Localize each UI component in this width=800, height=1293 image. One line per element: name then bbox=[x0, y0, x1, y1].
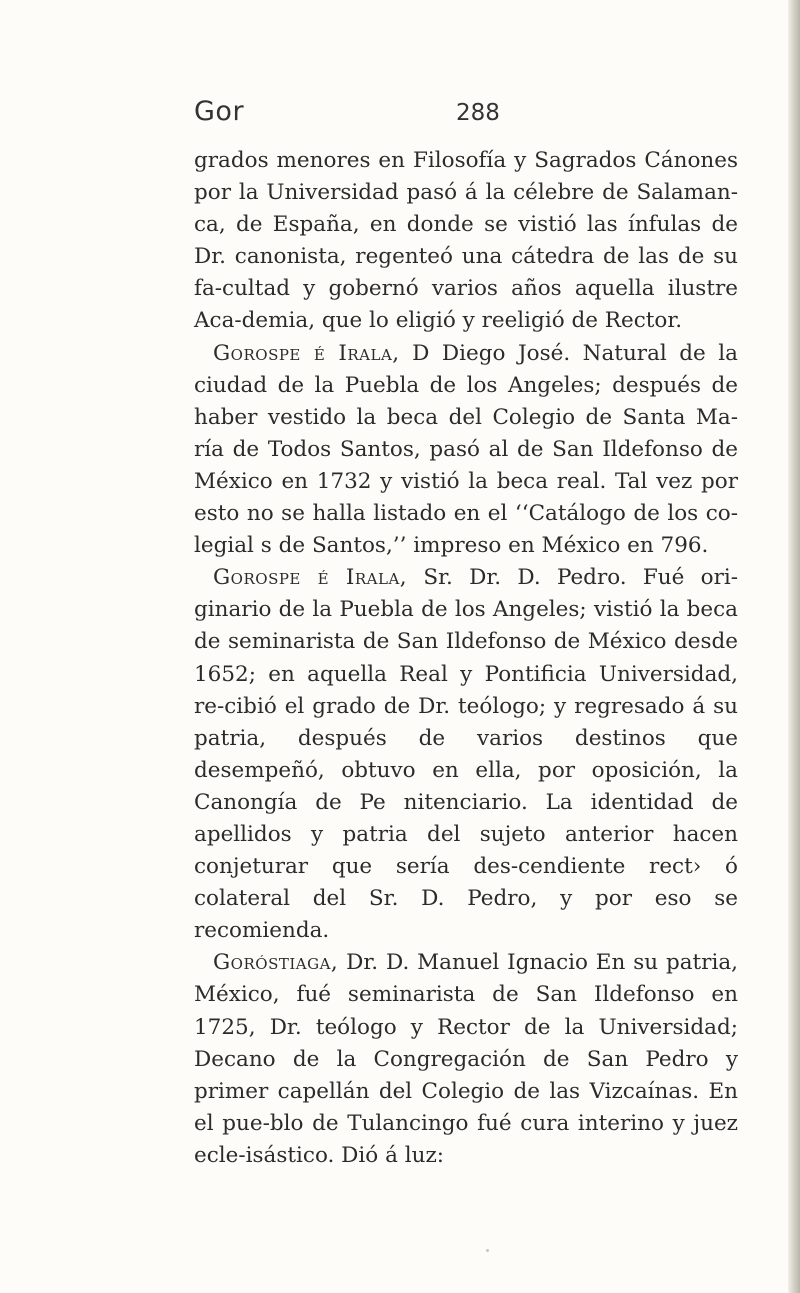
entry-heading: Goróstiaga, bbox=[213, 950, 339, 976]
page-number: 288 bbox=[456, 100, 500, 126]
entry-gorospe-diego-jose bbox=[194, 338, 738, 563]
entry-text: Sr. Dr. D. Pedro. Fué ori-ginario de la Puebla de los Angeles; vistió la beca de seminarista de San Ildefonso de México desde 1652; en aquella Real y Pontificia Universidad, re-cibió el grado de Dr. teólogo; y regresado á su patria, después de varios destinos que desempeñó, obtuvo en ella, por oposición, la Canongía de Pe nitenciario. La identidad de apellidos y patria del sujeto anterior hacen conjeturar que sería des-cendiente rect› ó colateral del Sr. D. Pedro, y por eso se recomienda. bbox=[194, 565, 739, 944]
body-text bbox=[194, 145, 738, 1172]
entry-gorospe-pedro bbox=[194, 562, 738, 947]
page-edge-shadow bbox=[788, 0, 800, 1293]
paragraph-continuation bbox=[194, 145, 738, 338]
entry-heading: Gorospe é Irala, bbox=[213, 340, 400, 366]
entry-text: D Diego José. Natural de la ciudad de la Puebla de los Angeles; después de haber vestido la beca del Colegio de Santa Ma-ría de Todos Santos, pasó al de San Ildefonso de México en 1732 y vistió la beca real. Tal vez por esto no se halla listado en el ‘‘Catálogo de los co-legial s de Santos,’’ impreso en México en 796. bbox=[194, 340, 739, 559]
paper-speck bbox=[486, 1249, 489, 1252]
running-head: Gor bbox=[194, 96, 245, 127]
page-header bbox=[194, 96, 740, 136]
entry-gorostiaga-manuel-ignacio bbox=[194, 947, 738, 1172]
entry-heading: Gorospe é Irala, bbox=[213, 565, 408, 591]
paragraph-text: grados menores en Filosofía y Sagrados Cánones por la Universidad pasó á la célebre de Salaman-ca, de España, en donde se vistió las ínfulas de Dr. canonista, regenteó una cátedra de las de su fa-cultad y gobernó varios años aquella ilustre Aca-demia, que lo eligió y reeligió de Rector. bbox=[194, 148, 738, 334]
entry-text: Dr. D. Manuel Ignacio En su patria, México, fué seminarista de San Ildefonso en 1725, Dr. teólogo y Rector de la Universidad; Decano de la Congregación de San Pedro y primer capellán del Colegio de las Vizcaínas. En el pue-blo de Tulancingo fué cura interino y juez ecle-isástico. Dió á luz: bbox=[194, 950, 738, 1168]
